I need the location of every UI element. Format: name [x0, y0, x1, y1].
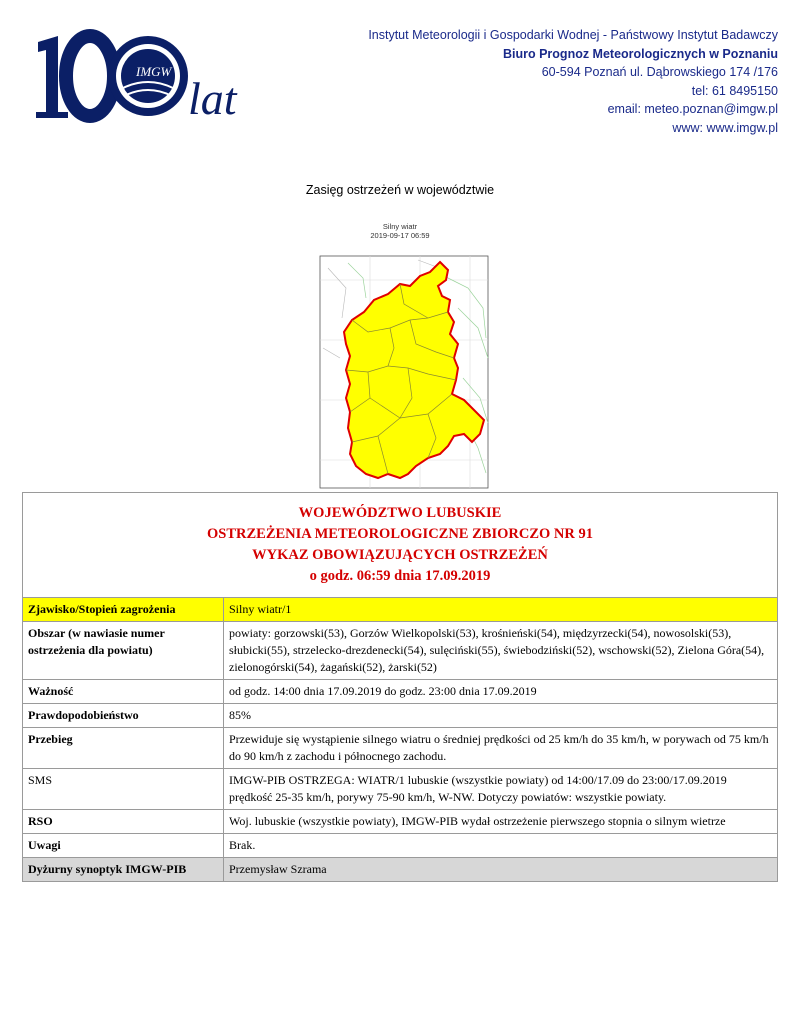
table-row: [23, 858, 778, 882]
table-row: [23, 680, 778, 704]
phone: tel: 61 8495150: [691, 83, 778, 98]
title-line: o godz. 06:59 dnia 17.09.2019: [309, 568, 491, 584]
title-line: WYKAZ OBOWIĄZUJĄCYCH OSTRZEŻEŃ: [252, 547, 548, 563]
table-header-row: [23, 493, 778, 598]
title-line: OSTRZEŻENIA METEOROLOGICZNE ZBIORCZO NR 91: [207, 526, 593, 542]
warnings-table: [22, 492, 778, 882]
row-value: Brak.: [224, 834, 778, 858]
title-line: WOJEWÓDZTWO LUBUSKIE: [298, 505, 502, 521]
address: 60-594 Poznań ul. Dąbrowskiego 174 /176: [541, 65, 778, 80]
office-name: Biuro Prognoz Meteorologicznych w Poznaniu: [502, 46, 778, 61]
map-phenomenon: Silny wiatr: [382, 222, 418, 231]
logo-badge-text: IMGW: [136, 64, 172, 79]
row-label: Prawdopodobieństwo: [23, 704, 224, 728]
row-label: Dyżurny synoptyk IMGW-PIB: [23, 858, 224, 882]
row-value: Silny wiatr/1: [224, 598, 778, 622]
table-row: [23, 622, 778, 680]
table-row: [23, 769, 778, 810]
email: email: meteo.poznan@imgw.pl: [607, 102, 778, 117]
row-value: powiaty: gorzowski(53), Gorzów Wielkopolski(53), krośnieński(54), międzyrzecki(54), nowosolski(53), słubicki(55), strzelecko-drezdenecki(54), sulęciński(55), świebodziński(52), wschowski(52), Zielona Góra(54), zielonogórski(54), żagański(52), żarski(52): [224, 622, 778, 680]
row-value: Przemysław Szrama: [224, 858, 778, 882]
logo-lat-text: lat: [188, 73, 237, 124]
row-label: Uwagi: [23, 834, 224, 858]
row-label: Obszar (w nawiasie numer ostrzeżenia dla powiatu): [23, 622, 224, 680]
institute-name: Instytut Meteorologii i Gospodarki Wodnej - Państwowy Instytut Badawczy: [368, 28, 778, 42]
table-row: [23, 704, 778, 728]
warning-map: [308, 248, 492, 494]
row-label: RSO: [23, 810, 224, 834]
row-value: od godz. 14:00 dnia 17.09.2019 do godz. 23:00 dnia 17.09.2019: [224, 680, 778, 704]
row-label: Zjawisko/Stopień zagrożenia: [23, 598, 224, 622]
contact-block: [368, 26, 778, 138]
map-heading: Zasięg ostrzeżeń w województwie: [305, 183, 495, 197]
row-value: Woj. lubuskie (wszystkie powiaty), IMGW-PIB wydał ostrzeżenie pierwszego stopnia o silnym wietrze: [224, 810, 778, 834]
row-label: Przebieg: [23, 728, 224, 769]
imgw-100-lat-logo: [28, 26, 248, 126]
row-value: IMGW-PIB OSTRZEGA: WIATR/1 lubuskie (wszystkie powiaty) od 14:00/17.09 do 23:00/17.09.2019 prędkość 25-35 km/h, porywy 75-90 km/h, W-NW. Dotyczy powiatów: wszystkie powiaty.: [224, 769, 778, 810]
website: www: www.imgw.pl: [672, 120, 778, 135]
map-timestamp: 2019-09-17 06:59: [370, 231, 430, 240]
row-label: SMS: [23, 769, 224, 810]
row-value: Przewiduje się wystąpienie silnego wiatru o średniej prędkości od 25 km/h do 35 km/h, w porywach od 75 km/h do 90 km/h z zachodu i północnego zachodu.: [224, 728, 778, 769]
table-row: [23, 810, 778, 834]
table-title: [23, 493, 778, 598]
map-title: [300, 222, 500, 240]
table-row: [23, 728, 778, 769]
table-row: [23, 834, 778, 858]
row-label: Ważność: [23, 680, 224, 704]
row-value: 85%: [224, 704, 778, 728]
table-row: [23, 598, 778, 622]
